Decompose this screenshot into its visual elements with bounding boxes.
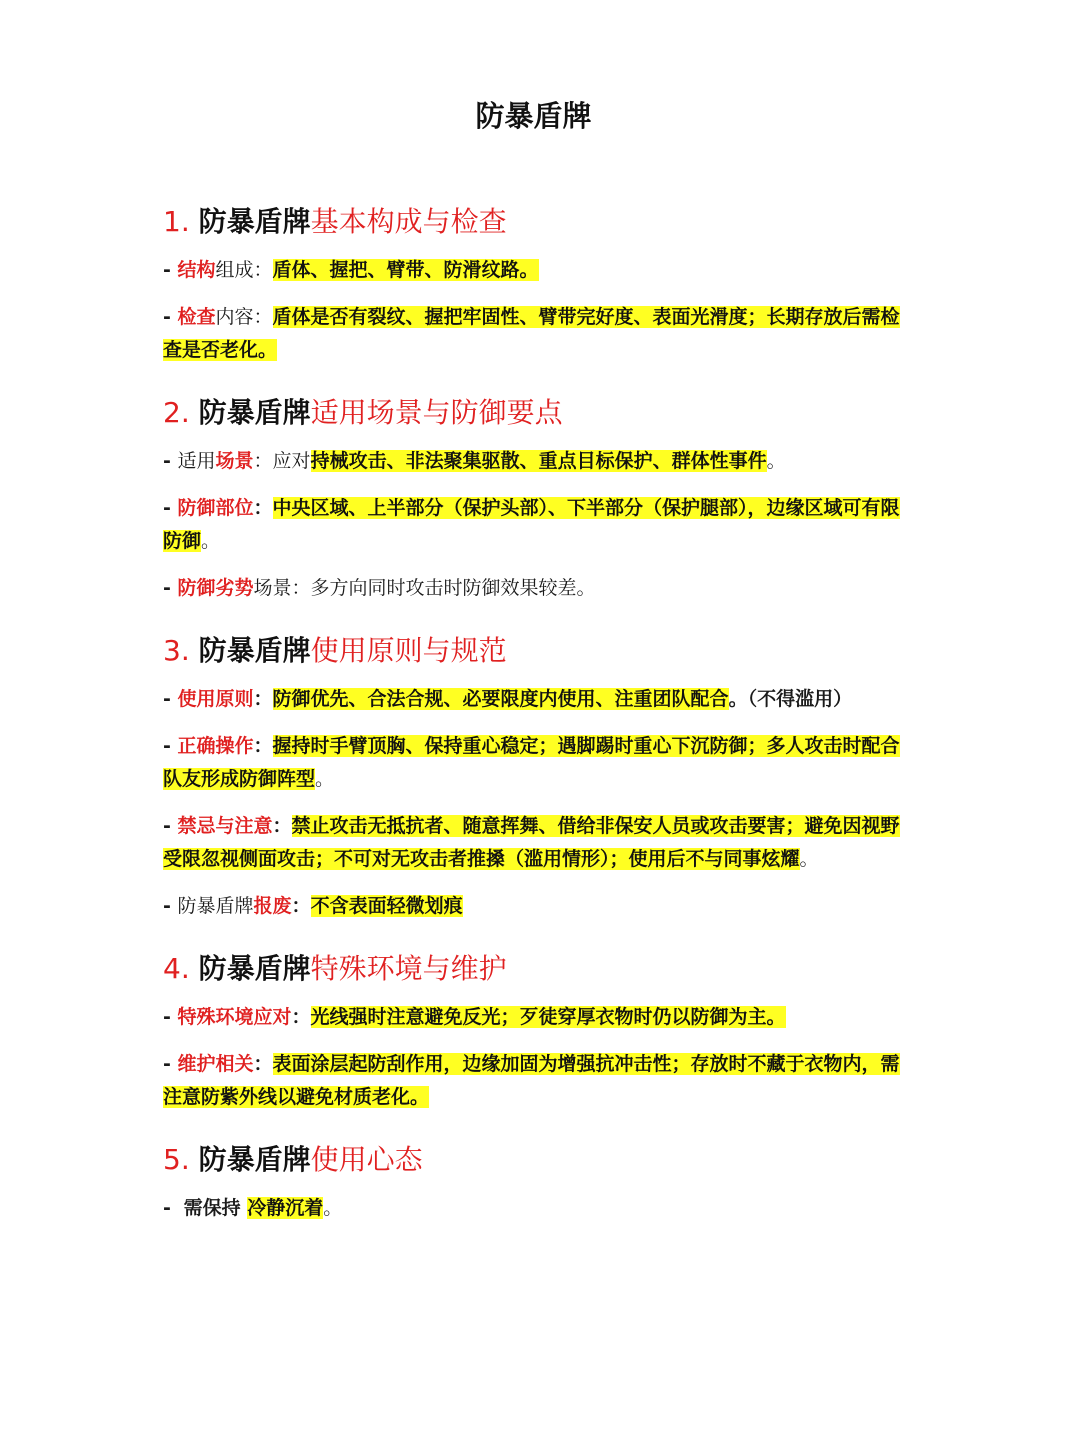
section-heading (163, 631, 904, 671)
highlighted-text: 盾体是否有裂纹、握把牢固性、臂带完好度、表面光滑度；长期存放后需检查是否老化。 (163, 306, 900, 361)
highlighted-text: 禁止攻击无抵抗者、随意挥舞、借给非保安人员或攻击要害；避免因视野受限忽视侧面攻击；不可对无攻击者推搡（滥用情形）；使用后不与同事炫耀 (163, 815, 900, 870)
item-after: 。（不得滥用） (728, 688, 853, 710)
item-label: ： (253, 735, 273, 757)
list-item: - 结构组成：盾体、握把、臂带、防滑纹路。 (163, 259, 539, 281)
item-label: ： (253, 1053, 273, 1075)
item-label-red: 使用原则 (177, 688, 254, 710)
item-label: ： (272, 815, 292, 837)
item-label: ：应对 (253, 450, 311, 472)
item-label-red: 场景 (215, 450, 254, 472)
highlighted-text: 不含表面轻微划痕 (310, 895, 463, 917)
section-2 (163, 393, 904, 605)
item-label-red: 正确操作 (177, 735, 254, 757)
list-item: - 正确操作：握持时手臂顶胸、保持重心稳定；遇脚踢时重心下沉防御；多人攻击时配合队友形成防御阵型。 (163, 735, 900, 790)
section-heading-prefix: 防暴盾牌 (198, 1143, 311, 1176)
item-after: 。 (799, 848, 819, 870)
list-item: - 检查内容：盾体是否有裂纹、握把牢固性、臂带完好度、表面光滑度；长期存放后需检查是否老化。 (163, 306, 900, 361)
section-number: 5. (163, 1143, 190, 1176)
item-label-red: 报废 (253, 895, 292, 917)
item-after: 。 (201, 530, 221, 552)
section-heading (163, 1140, 904, 1180)
item-label: 内容： (215, 306, 273, 328)
list-item: - 需保持 冷静沉着。 (163, 1197, 343, 1219)
section-heading (163, 393, 904, 433)
highlighted-text: 握持时手臂顶胸、保持重心稳定；遇脚踢时重心下沉防御；多人攻击时配合队友形成防御阵型 (163, 735, 900, 790)
item-label-pre: 适用 (177, 450, 216, 472)
section-1 (163, 202, 904, 367)
item-after: 。 (766, 450, 786, 472)
item-label-red: 禁忌与注意 (177, 815, 273, 837)
item-label-red: 特殊环境应对 (177, 1006, 292, 1028)
list-item: - 防暴盾牌报废：不含表面轻微划痕 (163, 895, 463, 917)
item-label-red: 结构 (177, 259, 216, 281)
section-heading-suffix: 使用原则与规范 (310, 634, 507, 667)
highlighted-text: 表面涂层起防刮作用，边缘加固为增强抗冲击性；存放时不藏于衣物内，需注意防紫外线以避免材质老化。 (163, 1053, 900, 1108)
item-label-pre: 需保持 (183, 1197, 248, 1219)
item-label-red: 防御部位 (177, 497, 254, 519)
section-number: 3. (163, 634, 190, 667)
section-3 (163, 631, 904, 923)
section-heading-suffix: 基本构成与检查 (310, 205, 507, 238)
section-4 (163, 949, 904, 1114)
section-heading (163, 202, 904, 242)
item-label-red: 防御劣势 (177, 577, 254, 599)
highlighted-text: 冷静沉着 (247, 1197, 324, 1219)
item-after: 。 (323, 1197, 343, 1219)
item-label-red: 维护相关 (177, 1053, 254, 1075)
list-item: - 使用原则：防御优先、合法合规、必要限度内使用、注重团队配合。（不得滥用） (163, 688, 853, 710)
section-heading-suffix: 特殊环境与维护 (310, 952, 507, 985)
item-label: ： (253, 497, 273, 519)
highlighted-text: 光线强时注意避免反光；歹徒穿厚衣物时仍以防御为主。 (310, 1006, 786, 1028)
list-item: - 适用场景：应对持械攻击、非法聚集驱散、重点目标保护、群体性事件。 (163, 450, 786, 472)
item-label: ： (291, 1006, 311, 1028)
item-label: 场景：多方向同时攻击时防御效果较差。 (253, 577, 596, 599)
list-item: - 防御劣势场景：多方向同时攻击时防御效果较差。 (163, 577, 596, 599)
list-item: - 维护相关：表面涂层起防刮作用，边缘加固为增强抗冲击性；存放时不藏于衣物内，需注意防紫外线以避免材质老化。 (163, 1053, 900, 1108)
list-item: - 禁忌与注意：禁止攻击无抵抗者、随意挥舞、借给非保安人员或攻击要害；避免因视野受限忽视侧面攻击；不可对无攻击者推搡（滥用情形）；使用后不与同事炫耀。 (163, 815, 900, 870)
section-heading-prefix: 防暴盾牌 (198, 205, 311, 238)
document-title: 防暴盾牌 (475, 99, 592, 133)
item-label: ： (253, 688, 273, 710)
section-heading-prefix: 防暴盾牌 (198, 396, 311, 429)
highlighted-text: 防御优先、合法合规、必要限度内使用、注重团队配合 (272, 688, 729, 710)
section-heading-suffix: 适用场景与防御要点 (310, 396, 563, 429)
section-heading (163, 949, 904, 989)
item-label-red: 检查 (177, 306, 216, 328)
section-heading-suffix: 使用心态 (310, 1143, 423, 1176)
list-item: - 防御部位：中央区域、上半部分（保护头部）、下半部分（保护腿部），边缘区域可有限防御。 (163, 497, 900, 552)
section-number: 4. (163, 952, 190, 985)
highlighted-text: 盾体、握把、臂带、防滑纹路。 (272, 259, 539, 281)
highlighted-text: 中央区域、上半部分（保护头部）、下半部分（保护腿部），边缘区域可有限防御 (163, 497, 900, 552)
item-label: 组成： (215, 259, 273, 281)
section-number: 2. (163, 396, 190, 429)
item-label-pre: 防暴盾牌 (177, 895, 254, 917)
section-number: 1. (163, 205, 190, 238)
highlighted-text: 持械攻击、非法聚集驱散、重点目标保护、群体性事件 (310, 450, 767, 472)
section-5 (163, 1140, 904, 1225)
item-label: ： (291, 895, 311, 917)
section-heading-prefix: 防暴盾牌 (198, 952, 311, 985)
list-item: - 特殊环境应对：光线强时注意避免反光；歹徒穿厚衣物时仍以防御为主。 (163, 1006, 786, 1028)
section-heading-prefix: 防暴盾牌 (198, 634, 311, 667)
item-after: 。 (315, 768, 335, 790)
